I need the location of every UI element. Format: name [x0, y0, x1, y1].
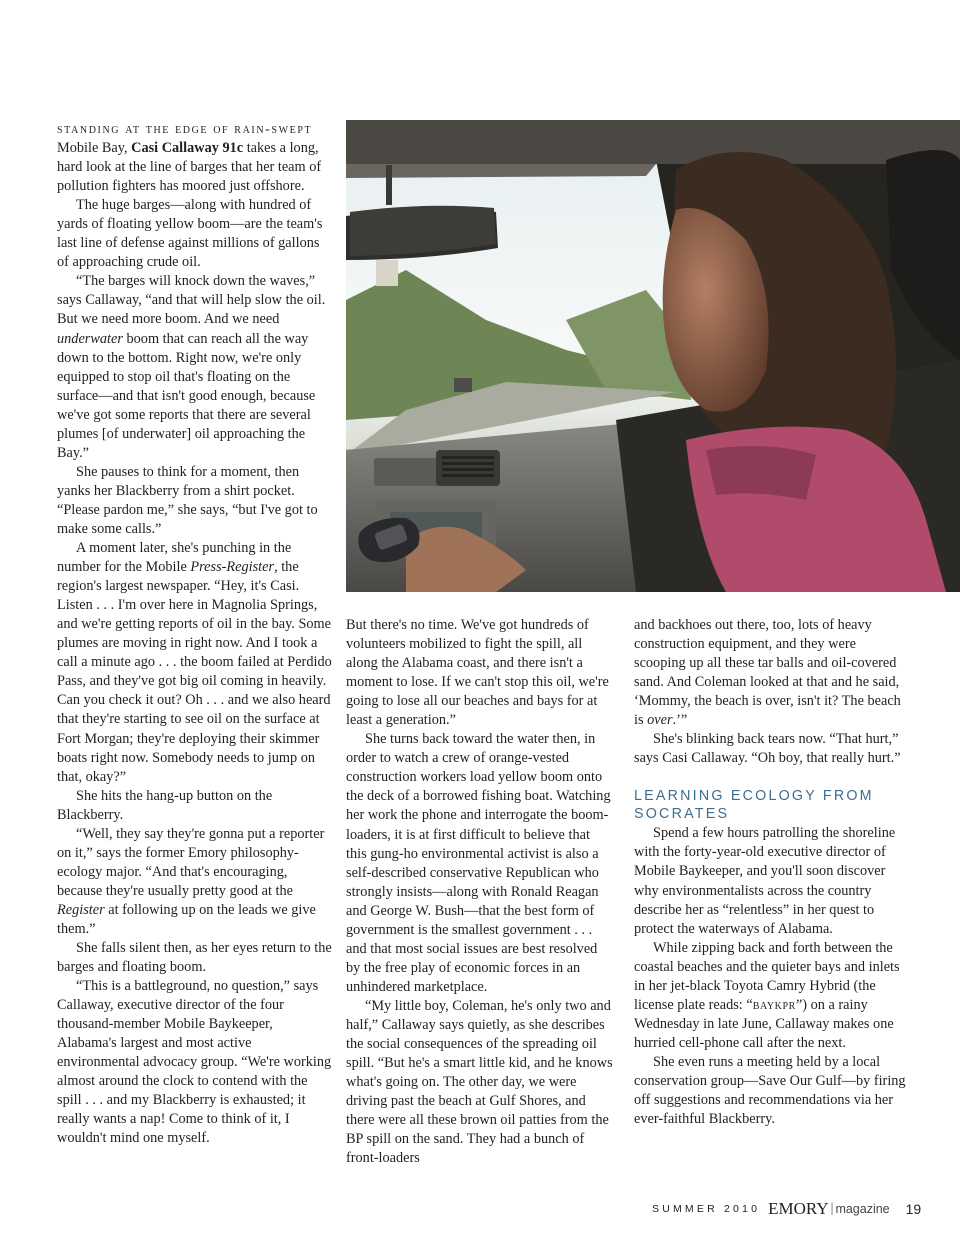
paragraph	[57, 825, 332, 939]
text: and backhoes out there, too, lots of heavy construction equipment, and they were scooping up all these tar balls and oil-covered sand. And Coleman looked at that and he said, ‘Mommy, the beach is over, isn't it? The beach is	[634, 617, 901, 729]
emphasis: underwater	[57, 330, 123, 347]
magazine-label: magazine	[835, 1202, 890, 1216]
text: A moment later, she's punching in the number for the Mobile	[57, 540, 292, 576]
section-subhead: LEARNING ECOLOGY FROM SOCRATES	[634, 788, 874, 823]
text: “Well, they say they're gonna put a reporter on it,” says the former Emory philosophy-ecology major. “And that's encouraging, because they're usually pretty good at the	[57, 825, 325, 899]
paragraph: She turns back toward the water then, in order to watch a crew of orange-vested construction workers load yellow boom onto the deck of a borrowed fishing boat. Watching her work the phone and interrogate the boom-loaders, it is at first difficult to believe that this gung-ho environmental activist is also a self-described conservative Republican who strongly insists—along with Ronald Reagan and George W. Bush—that the best form of government is the smallest government . . . and that most social issues are best resolved by the free play of economic forces in an unhindered marketplace.	[346, 731, 611, 995]
issue-season: SUMMER 2010	[652, 1203, 761, 1215]
paragraph: She hits the hang-up button on the Blackberry.	[57, 787, 273, 823]
paragraph: Spend a few hours patrolling the shoreline with the forty-year-old executive director of Mobile Baykeeper, and you'll soon discover why environmentalists across the country describe her as “relentless” in her quest to protect the waterways of Alabama.	[634, 825, 896, 937]
license-plate-text: baykpr	[752, 996, 796, 1013]
paragraph: She's blinking back tears now. “That hurt,” says Casi Callaway. “Oh boy, that really hurt.”	[634, 731, 901, 767]
emphasis: Press-Register	[190, 559, 275, 576]
magazine-brand: EMORY	[768, 1199, 829, 1218]
emphasis: over	[647, 712, 673, 729]
paragraph: She falls silent then, as her eyes return to the barges and floating boom.	[57, 940, 332, 976]
car-interior-photo	[346, 120, 960, 592]
text: ”) on a rainy Wednesday in late June, Callaway makes one hurried cell-phone call after the next.	[634, 996, 894, 1051]
article-column-1	[57, 120, 332, 1149]
paragraph	[57, 120, 332, 196]
subject-name: Casi Callaway 91c	[131, 140, 244, 157]
paragraph	[57, 539, 332, 787]
text: While zipping back and forth between the coastal beaches and the quieter bays and inlets in her jet-black Toyota Camry Hybrid (the license plate reads: “	[634, 939, 900, 1013]
paragraph	[634, 616, 906, 730]
paragraph: “My little boy, Coleman, he's only two and half,” Callaway says quietly, as she describes the social consequences of the spreading oil spill. “But he's a smart little kid, and he knows what's going on. The other day, we were driving past the beach at Gulf Shores, and there were all these brown oil patties from the BP spill on the sand. They had a bunch of front-loaders	[346, 997, 613, 1167]
footer-separator: |	[830, 1201, 834, 1216]
text: at following up on the leads we give them.”	[57, 901, 316, 937]
paragraph: She pauses to think for a moment, then yanks her Blackberry from a shirt pocket. “Please pardon me,” she says, “but I've got to make some calls.”	[57, 463, 318, 537]
text: takes a long, hard look at the line of barges that her team of pollution fighters has moored just offshore.	[57, 140, 322, 195]
paragraph	[634, 939, 906, 1053]
page-number: 19	[905, 1201, 922, 1217]
emphasis: Register	[57, 901, 105, 918]
text: Mobile Bay,	[57, 140, 132, 157]
text: boom that can reach all the way down to the bottom. Right now, we're only equipped to stop oil that's floating on the surface—and that isn't good enough, because we've got some reports that there are several plumes [of underwater] oil approaching the Bay.”	[57, 330, 316, 461]
paragraph: But there's no time. We've got hundreds of volunteers mobilized to fight the spill, all along the Alabama coast, and there isn't a moment to lose. If we can't stop this oil, we're going to lose all our beaches and bays for at least a generation.”	[346, 617, 609, 729]
paragraph: She even runs a meeting held by a local conservation group—Save Our Gulf—by firing off suggestions and recommendations via her ever-faithful Blackberry.	[634, 1053, 906, 1128]
text: , the region's largest newspaper. “Hey, it's Casi. Listen . . . I'm over here in Magnolia Springs, and we're getting reports of oil in the bay. Some plumes are moving in right now. And I took a call a minute ago . . . the boom failed at Perdido Pass, and they've got big oil coming in heavily. Can you check it out? Oh . . . and we also heard that they're starting to see oil on the surface at Fort Morgan; they're deploying their skimmer boats right now. Somebody needs to jump on that, okay?”	[57, 559, 332, 785]
text: .’”	[672, 712, 688, 729]
paragraph: “This is a battleground, no question,” says Callaway, executive director of the four thousand-member Mobile Baykeeper, Alabama's largest and most active environmental advocacy group. “We're working almost around the clock to contend with the spill . . . and my Blackberry is exhausted; it really wants a nap! Come to think of it, I wouldn't mind one myself.	[57, 978, 332, 1147]
paragraph: The huge barges—along with hundred of yards of floating yellow boom—are the team's last line of defense against millions of gallons of approaching crude oil.	[57, 197, 323, 271]
article-column-3	[634, 616, 906, 1129]
article-column-2	[346, 616, 614, 1168]
article-photo	[346, 120, 960, 592]
paragraph	[57, 272, 332, 462]
text: “The barges will knock down the waves,” says Callaway, “and that will help slow the oil. But we need more boom. And we need	[57, 273, 326, 328]
lead-in-small-caps: standing at the edge of rain-swept	[57, 122, 313, 137]
page-footer	[652, 1199, 922, 1221]
